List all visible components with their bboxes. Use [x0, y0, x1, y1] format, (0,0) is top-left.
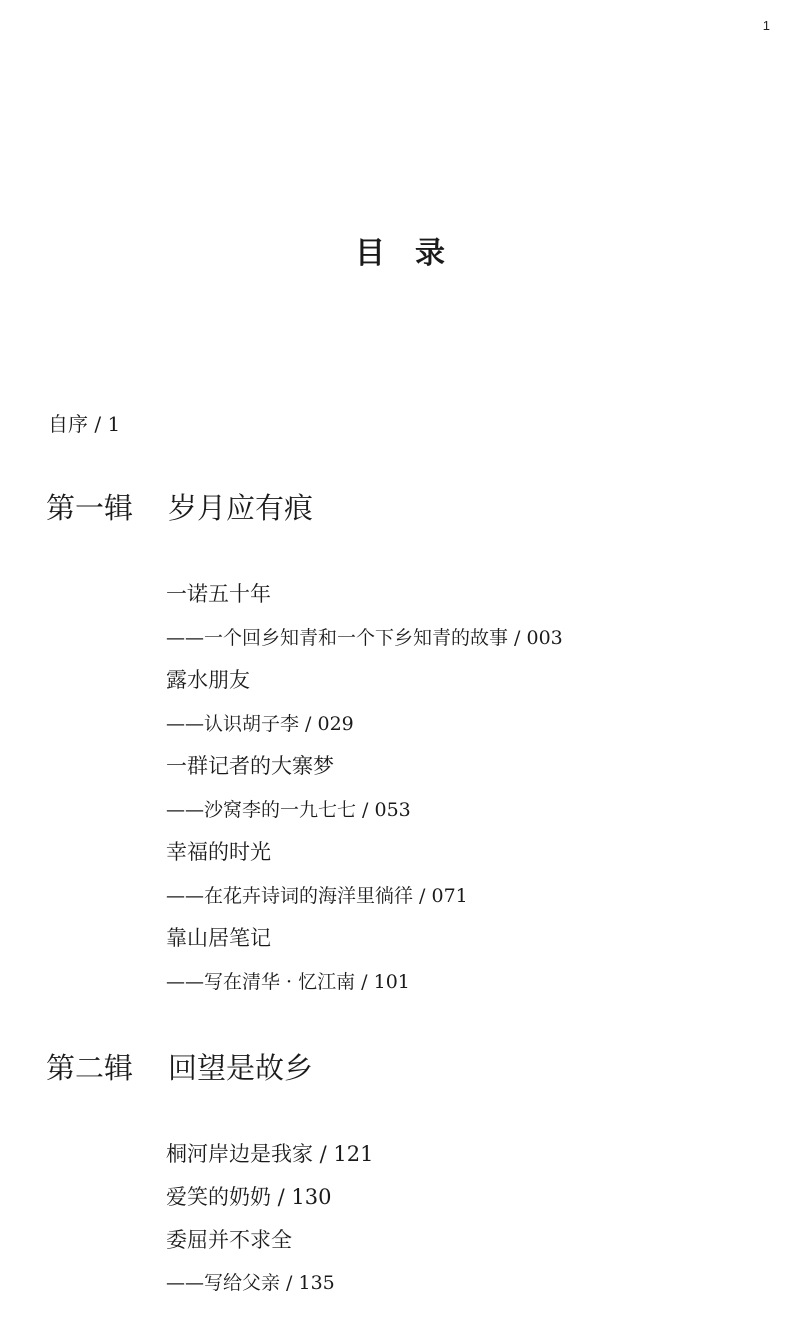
section-title: 岁月应有痕	[168, 491, 314, 525]
section-number: 第一辑	[46, 491, 134, 525]
page-number: 1	[762, 18, 770, 33]
toc-entry-subtitle: ——写给父亲 / 135	[166, 1272, 335, 1294]
section-title: 回望是故乡	[168, 1051, 314, 1085]
toc-entry-subtitle: ——写在清华 · 忆江南 / 101	[166, 971, 410, 993]
section-heading	[46, 1046, 313, 1087]
toc-entry: 靠山居笔记	[166, 926, 271, 950]
toc-entry-preface: 自序 / 1	[48, 412, 121, 436]
section-heading	[46, 486, 313, 527]
toc-entry: 露水朋友	[166, 668, 250, 692]
toc-entry-subtitle: ——一个回乡知青和一个下乡知青的故事 / 003	[166, 627, 563, 649]
toc-entry: 幸福的时光	[166, 840, 271, 864]
section-number: 第二辑	[46, 1051, 134, 1085]
toc-entry: 桐河岸边是我家 / 121	[166, 1142, 374, 1166]
toc-entry-subtitle: ——在花卉诗词的海洋里徜徉 / 071	[166, 885, 468, 907]
toc-entry-subtitle: ——沙窝李的一九七七 / 053	[166, 799, 411, 821]
toc-entry: 委屈并不求全	[166, 1228, 292, 1252]
page-title: 目录	[355, 236, 475, 271]
toc-entry: 爱笑的奶奶 / 130	[166, 1185, 332, 1209]
toc-entry: 一群记者的大寨梦	[166, 754, 334, 778]
toc-entry: 一诺五十年	[166, 582, 271, 606]
toc-entry-subtitle: ——认识胡子李 / 029	[166, 713, 354, 735]
